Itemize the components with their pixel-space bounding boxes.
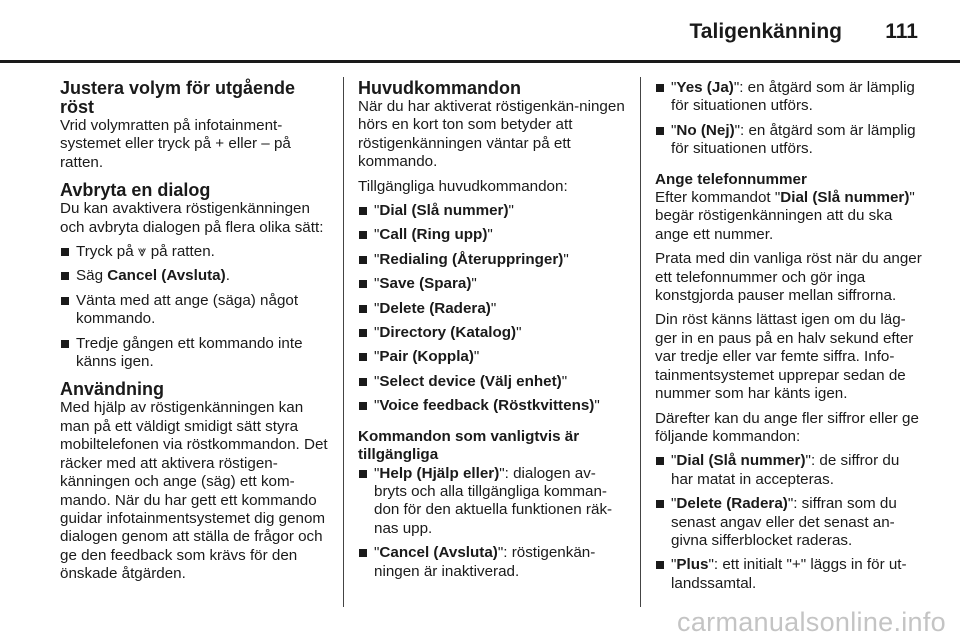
list-item: "Redialing (Återuppringer)" bbox=[358, 251, 626, 269]
bullet-icon bbox=[61, 272, 69, 280]
bullet-icon bbox=[359, 353, 367, 361]
column-divider bbox=[640, 77, 641, 607]
bullet-icon bbox=[656, 84, 664, 92]
bullet-list bbox=[60, 243, 328, 371]
list-item: "Cancel (Avsluta)": röstigenkän-ningen är inaktiverad. bbox=[358, 544, 626, 581]
bullet-icon bbox=[61, 340, 69, 348]
list-item: "Directory (Katalog)" bbox=[358, 324, 626, 342]
bullet-icon bbox=[656, 500, 664, 508]
bullet-icon bbox=[61, 248, 69, 256]
list-item: "Plus": ett initialt "+" läggs in för ut-landssamtal. bbox=[655, 556, 925, 593]
paragraph: Med hjälp av röstigenkänningen kan man på ett väldigt smidigt sätt styra mobiltelefonen via röstkommandon. Det räcker med att aktivera röstigen-känningen och ange (säg) ett kom-mando. När du har gett ett kommando guidar infotainmentsystemet dig genom dialogen genom att ställa de frågor och ge den feedback som krävs för den önskade åtgärden. bbox=[60, 399, 328, 583]
list-item: Tryck på ⩔ på ratten. bbox=[60, 243, 328, 261]
section-heading: Avbryta en dialog bbox=[60, 180, 211, 201]
paragraph: Prata med din vanliga röst när du anger ett telefonnummer och gör inga konstgjorda pauser mellan siffrorna. bbox=[655, 250, 922, 305]
bullet-icon bbox=[61, 297, 69, 305]
column-3 bbox=[655, 79, 925, 599]
bullet-icon bbox=[656, 561, 664, 569]
bullet-icon bbox=[359, 256, 367, 264]
bullet-icon bbox=[656, 127, 664, 135]
bullet-icon bbox=[359, 549, 367, 557]
list-item: "Select device (Välj enhet)" bbox=[358, 373, 626, 391]
list-item: "Save (Spara)" bbox=[358, 275, 626, 293]
paragraph: Vrid volymratten på infotainment-systemet eller tryck på + eller – på ratten. bbox=[60, 117, 291, 171]
paragraph: Efter kommandot "Dial (Slå nummer)" begär röstigenkänningen att du ska ange ett nummer. bbox=[655, 189, 915, 243]
list-item: "Pair (Koppla)" bbox=[358, 348, 626, 366]
list-item: "Delete (Radera)": siffran som du senast angav eller det senast an-givna sifferblocket raderas. bbox=[655, 495, 925, 550]
list-item: "Dial (Slå nummer)" bbox=[358, 202, 626, 220]
paragraph: Tillgängliga huvudkommandon: bbox=[358, 177, 568, 195]
bullet-icon bbox=[359, 378, 367, 386]
header-rule bbox=[0, 60, 960, 63]
bullet-icon bbox=[359, 402, 367, 410]
voice-button-icon: ⩔ bbox=[137, 243, 147, 261]
page-header bbox=[0, 18, 960, 48]
section-heading: Användning bbox=[60, 379, 164, 400]
page-number: 111 bbox=[885, 20, 918, 43]
page-title: Taligenkänning bbox=[689, 20, 842, 43]
list-item: Säg Cancel (Avsluta). bbox=[60, 267, 328, 285]
list-item: Tredje gången ett kommando inte känns igen. bbox=[60, 335, 328, 372]
list-item: Vänta med att ange (säga) något kommando. bbox=[60, 292, 328, 329]
bullet-icon bbox=[359, 280, 367, 288]
column-2 bbox=[358, 79, 626, 587]
list-item: "Delete (Radera)" bbox=[358, 300, 626, 318]
command-list bbox=[358, 202, 626, 416]
subsection-heading: Kommandon som vanligtvis är tillgängliga bbox=[358, 427, 580, 464]
bullet-icon bbox=[359, 207, 367, 215]
list-item: "Voice feedback (Röstkvittens)" bbox=[358, 397, 626, 415]
bullet-icon bbox=[359, 470, 367, 478]
paragraph: Du kan avaktivera röstigenkänningen och avbryta dialogen på flera olika sätt: bbox=[60, 200, 324, 236]
section-heading: Justera volym för utgående röst bbox=[60, 78, 296, 117]
paragraph: Din röst känns lättast igen om du läg-ger in en paus på en halv sekund efter var tredje eller var femte siffra. Info-tainmentsystemet upprepar sedan de nummer som har känts igen. bbox=[655, 311, 914, 403]
column-divider bbox=[343, 77, 344, 607]
bullet-icon bbox=[359, 305, 367, 313]
bullet-icon bbox=[359, 329, 367, 337]
section-heading: Huvudkommandon bbox=[358, 78, 522, 98]
column-1 bbox=[60, 79, 328, 590]
list-item: "Call (Ring upp)" bbox=[358, 226, 626, 244]
bullet-icon bbox=[656, 457, 664, 465]
subsection-heading: Ange telefonnummer bbox=[655, 170, 807, 188]
list-item: "Yes (Ja)": en åtgärd som är lämplig för situationen utförs. bbox=[655, 79, 925, 116]
list-item: "Help (Hjälp eller)": dialogen av-bryts och alla tillgängliga komman-don för den aktuella funktionen räk-nas upp. bbox=[358, 465, 626, 539]
bullet-list bbox=[358, 465, 626, 581]
list-item: "No (Nej)": en åtgärd som är lämplig för situationen utförs. bbox=[655, 122, 925, 159]
paragraph: Därefter kan du ange fler siffror eller ge följande kommandon: bbox=[655, 409, 919, 445]
list-item: "Dial (Slå nummer)": de siffror du har matat in accepteras. bbox=[655, 452, 925, 489]
bullet-list bbox=[655, 79, 925, 159]
paragraph: När du har aktiverat röstigenkän-ningen hörs en kort ton som betyder att röstigenkänningen väntar på ett kommando. bbox=[358, 98, 625, 171]
bullet-icon bbox=[359, 231, 367, 239]
bullet-list bbox=[655, 452, 925, 593]
watermark: carmanualsonline.info bbox=[677, 607, 946, 637]
